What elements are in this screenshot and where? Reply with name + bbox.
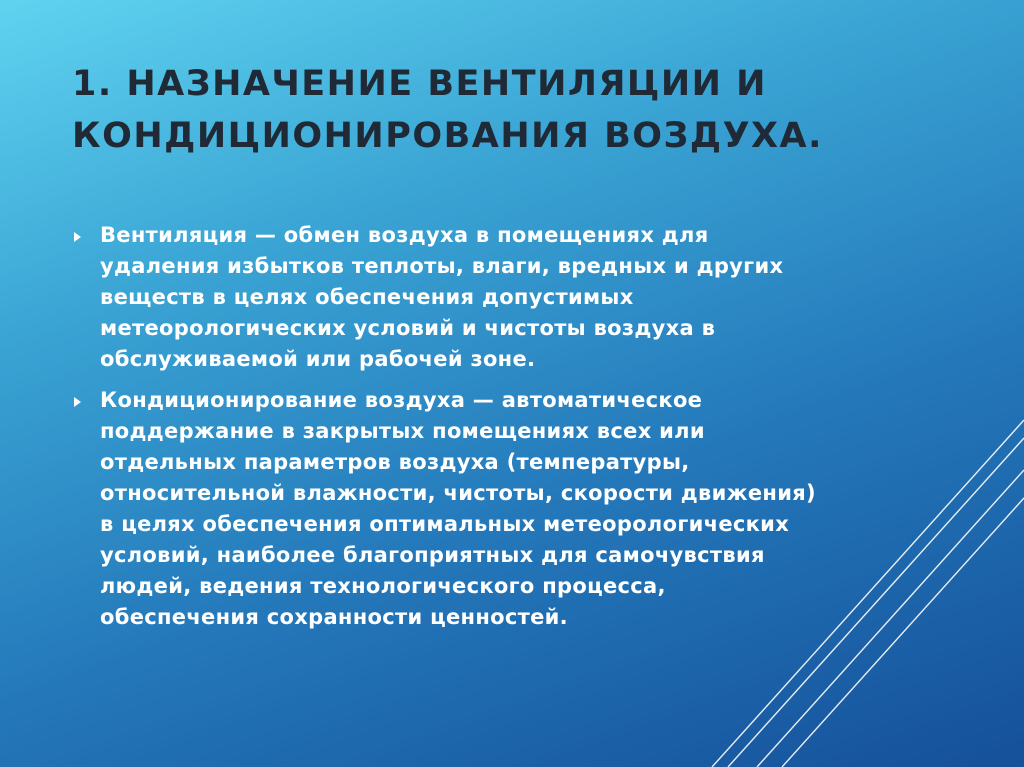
bullet-text-line: людей, ведения технологического процесса, [100, 574, 666, 598]
bullet-text-line: Кондиционирование воздуха — автоматическое [100, 388, 703, 412]
deco-line [782, 498, 1024, 767]
bullet-text-line: Вентиляция — обмен воздуха в помещениях для [100, 223, 709, 247]
bullet-text-line: веществ в целях обеспечения допустимых [100, 285, 634, 309]
bullet-text-line: отдельных параметров воздуха (температуры, [100, 450, 690, 474]
deco-line [728, 438, 1024, 767]
bullet-text-line: удаления избытков теплоты, влаги, вредных и других [100, 254, 784, 278]
bullet-text-line: обеспечения сохранности ценностей. [100, 605, 568, 629]
deco-line [712, 420, 1024, 767]
bullet-text-line: относительной влажности, чистоты, скорости движения) [100, 481, 816, 505]
bullet-text-line: условий, наиболее благоприятных для самочувствия [100, 543, 765, 567]
bullet-text-line: метеорологических условий и чистоты воздуха в [100, 316, 716, 340]
bullet-text-line: поддержание в закрытых помещениях всех или [100, 419, 705, 443]
deco-line [757, 470, 1024, 767]
bullet-text-line: обслуживаемой или рабочей зоне. [100, 347, 536, 371]
title-line: КОНДИЦИОНИРОВАНИЯ ВОЗДУХА. [72, 116, 823, 156]
bullet-text-line: в целях обеспечения оптимальных метеорологических [100, 512, 790, 536]
title-line: 1. НАЗНАЧЕНИЕ ВЕНТИЛЯЦИИ И [72, 64, 767, 104]
